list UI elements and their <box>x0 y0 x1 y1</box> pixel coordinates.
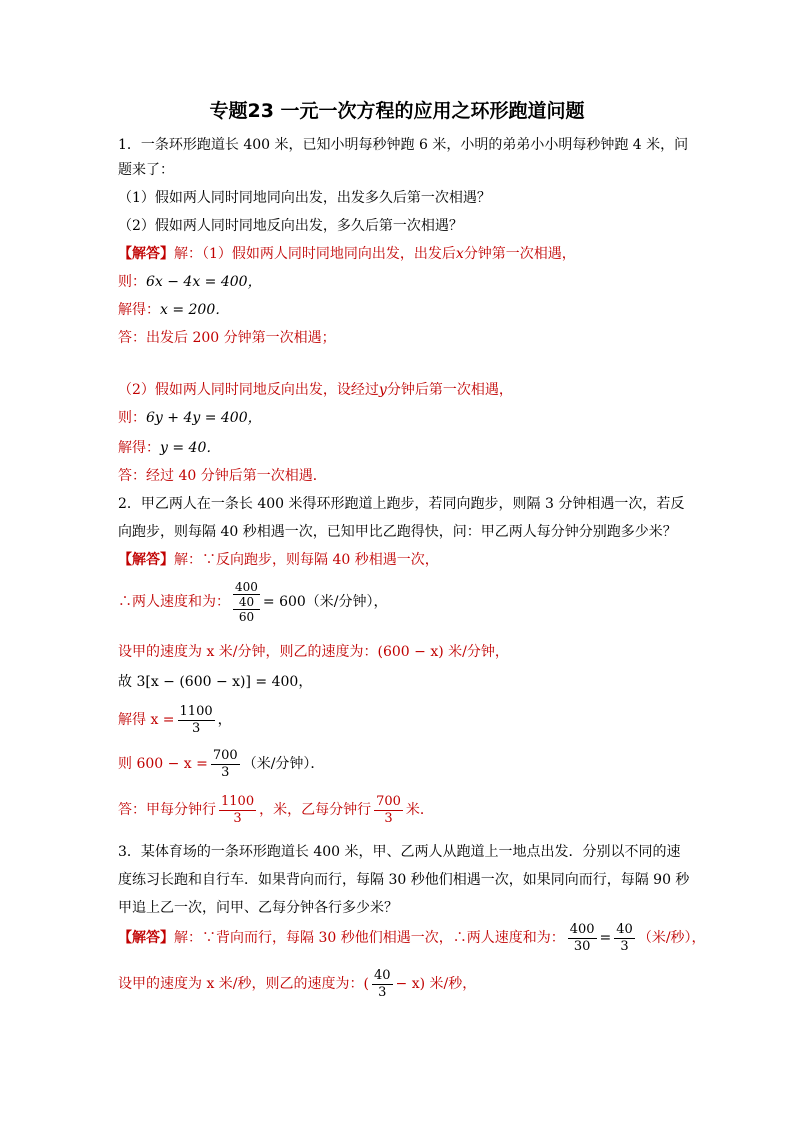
q2-sol-label: 解得 x = <box>118 712 175 728</box>
fraction-40-3 <box>614 922 635 955</box>
frac-den: 3 <box>221 764 230 780</box>
fraction-700-3 <box>374 794 403 827</box>
q2-answer-b: ，米，乙每分钟行 <box>259 802 372 818</box>
q1-eq1 <box>118 272 262 292</box>
q1-ans2-text-a: （2）假如两人同时同地反向出发，设经过 <box>118 382 379 398</box>
q3-line1: 3．某体育场的一条环形跑道长 400 米，甲、乙两人从跑道上一地点出发．分别以不同的速 <box>118 844 681 860</box>
q2-then-label: 则 600 − x = <box>118 756 208 772</box>
frac-den: 3 <box>191 720 201 736</box>
frac-num: 40 <box>373 967 391 983</box>
answer2-text: 经过 40 分钟后第一次相遇． <box>146 468 327 484</box>
q2-line1: 2．甲乙两人在一条长 400 米得环形跑道上跑步，若同向跑步，则隔 3 分钟相遇一次，若反 <box>118 496 685 512</box>
fraction-700-3 <box>211 748 240 781</box>
frac-num: 700 <box>376 793 401 809</box>
q2-then-end: （米/分钟）． <box>242 756 325 772</box>
q1-ans1-text-a: （1）假如两人同时同地同向出发，出发后 <box>202 246 456 262</box>
q3-ans-text: ∵背向而行，每隔 30 秒他们相遇一次，∴两人速度和为： <box>202 930 565 946</box>
q2-then <box>118 746 324 782</box>
answer2-label: 答： <box>118 468 146 484</box>
frac-den: 3 <box>378 984 387 1000</box>
q3-ans-end: （米/秒）， <box>637 930 706 946</box>
answer-tag: 【解答】 <box>118 246 174 262</box>
jie-label: 解： <box>174 246 202 262</box>
page-title: 专题23 一元一次方程的应用之环形跑道问题 <box>209 100 585 122</box>
q3-line2: 度练习长跑和自行车．如果背向而行，每隔 30 秒他们相遇一次，如果同向而行，每隔 90 秒 <box>118 872 690 888</box>
frac-num: 400 <box>569 921 595 937</box>
q1-answer2 <box>118 466 327 486</box>
q2-answer-label: 答： <box>118 802 146 818</box>
speed-sum-result: = 600（米/分钟）， <box>262 594 388 610</box>
eq2-label: 则： <box>118 410 146 426</box>
q1-ans2-text-b: 分钟后第一次相遇， <box>386 382 513 398</box>
q2-line2: 向跑步，则每隔 40 秒相遇一次，已知甲比乙跑得快，问：甲乙两人每分钟分别跑多少米？ <box>118 524 677 540</box>
answer1-label: 答： <box>118 330 146 346</box>
fraction-400-30 <box>568 922 597 955</box>
answer-tag: 【解答】 <box>118 552 174 568</box>
q1-line2: 题来了： <box>118 162 174 178</box>
frac-den: 3 <box>620 938 629 954</box>
answer-tag: 【解答】 <box>118 930 174 946</box>
answer1-text: 出发后 200 分钟第一次相遇； <box>146 330 336 346</box>
frac-num: 1100 <box>179 703 213 719</box>
fraction-1100-3 <box>178 704 215 737</box>
fraction-1100-3 <box>219 794 256 827</box>
frac-num: 700 <box>212 747 238 763</box>
sol1-expression: x = 200． <box>160 302 230 318</box>
eq1-expression: 6x − 4x = 400， <box>146 274 262 290</box>
eq2-expression: 6y + 4y = 400， <box>146 410 262 426</box>
q2-equation: 故 3[x − (600 − x)] = 400， <box>118 674 313 690</box>
speed-sum-label: ∴两人速度和为： <box>118 594 230 610</box>
q2-answer-c: 米． <box>405 802 434 818</box>
q1-ans1-text-b: 分钟第一次相遇， <box>463 246 576 262</box>
compound-fraction <box>233 580 260 624</box>
q3-set-variables <box>118 966 476 1002</box>
q1-answer1 <box>118 328 336 348</box>
jie-label: 解： <box>174 930 202 946</box>
var-x: x <box>455 246 464 262</box>
frac-bot: 60 <box>238 610 255 624</box>
frac-den: 3 <box>384 810 393 826</box>
frac-num: 40 <box>616 921 633 937</box>
frac-num: 1100 <box>221 793 255 809</box>
eq1-label: 则： <box>118 274 146 290</box>
q2-ans-text: ∵反向跑步，则每隔 40 秒相遇一次， <box>202 552 439 568</box>
frac-den: 30 <box>573 938 591 954</box>
sol2-label: 解得： <box>118 440 160 456</box>
frac-mid: 40 <box>233 595 260 610</box>
q2-sol-end: ， <box>217 712 232 728</box>
q1-sol2 <box>118 438 220 458</box>
equals-sign: = <box>599 930 612 946</box>
fraction-40-3 <box>372 968 393 1001</box>
q1-answer-intro <box>118 244 576 264</box>
q2-speed-sum <box>118 578 388 626</box>
q3-line3: 甲追上乙一次，问甲、乙每分钟各行多少米？ <box>118 900 398 916</box>
frac-den: 3 <box>233 810 242 826</box>
q3-set-a: 设甲的速度为 x 米/秒，则乙的速度为：( <box>118 976 369 992</box>
var-y: y <box>378 382 387 398</box>
q1-line1: 1．一条环形跑道长 400 米，已知小明每秒钟跑 6 米，小明的弟弟小小明每秒钟跑 4 米，问 <box>118 137 689 153</box>
q1-answer-part2 <box>118 380 513 400</box>
q2-set-variables: 设甲的速度为 x 米/分钟，则乙的速度为：(600 − x) 米/分钟， <box>118 644 509 660</box>
frac-top: 400 <box>235 580 258 594</box>
q1-sol1 <box>118 300 229 320</box>
q2-answer-a: 甲每分钟行 <box>146 802 216 818</box>
q3-set-b: − x) 米/秒， <box>395 976 477 992</box>
q1-sub1: （1）假如两人同时同地同向出发，出发多久后第一次相遇？ <box>118 190 491 206</box>
jie-label: 解： <box>174 552 202 568</box>
q1-eq2 <box>118 408 262 428</box>
q1-sub2: （2）假如两人同时同地反向出发，多久后第一次相遇？ <box>118 218 463 234</box>
sol1-label: 解得： <box>118 302 160 318</box>
sol2-expression: y = 40． <box>160 440 221 456</box>
q3-answer-intro <box>118 920 706 956</box>
q2-answer <box>118 792 434 828</box>
q2-solution <box>118 702 232 738</box>
q2-answer-intro <box>118 550 439 570</box>
